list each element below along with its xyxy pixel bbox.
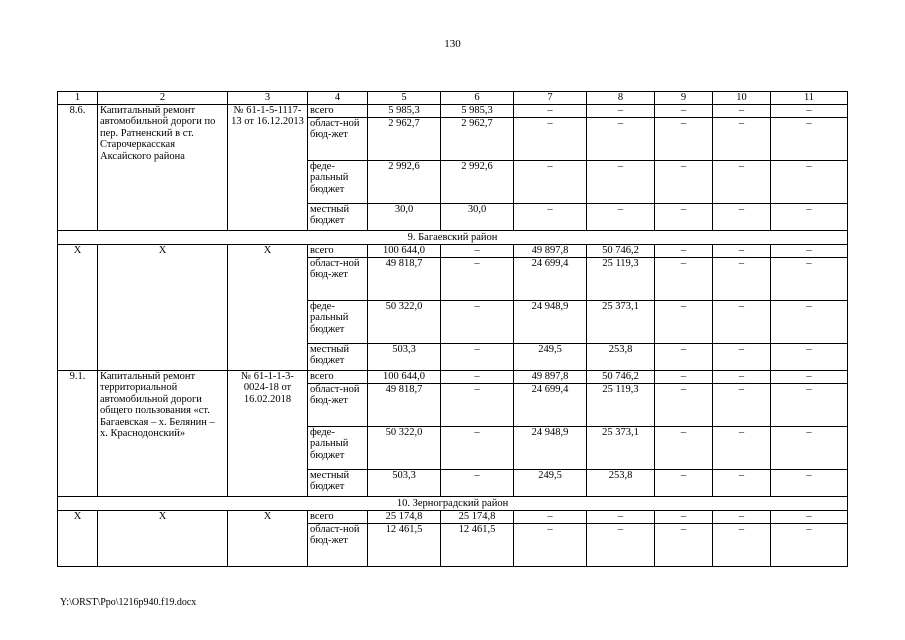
value-cell: –: [514, 510, 587, 523]
value-cell: –: [655, 343, 713, 370]
value-cell: 100 644,0: [368, 244, 441, 257]
table-row: [58, 244, 848, 257]
value-cell: 249,5: [514, 469, 587, 496]
funding-source-label: феде-ральный бюджет: [308, 426, 368, 469]
funding-source-label: всего: [308, 104, 368, 117]
value-cell: –: [514, 523, 587, 566]
value-cell: –: [713, 160, 771, 203]
value-cell: –: [514, 160, 587, 203]
value-cell: –: [771, 343, 848, 370]
item-name: Капитальный ремонт территориальной автомобильной дороги общего пользования «ст. Багаевская – х. Белянин – х. Краснодонский»: [98, 370, 228, 496]
value-cell: 100 644,0: [368, 370, 441, 383]
value-cell: –: [713, 469, 771, 496]
page-number: 130: [444, 38, 461, 50]
funding-source-label: област-ной бюд-жет: [308, 117, 368, 160]
value-cell: 24 699,4: [514, 383, 587, 426]
value-cell: –: [441, 300, 514, 343]
value-cell: 5 985,3: [368, 104, 441, 117]
value-cell: –: [655, 203, 713, 230]
header-row: [58, 92, 848, 105]
item-name: Капитальный ремонт автомобильной дороги по пер. Ратненский в ст. Старочеркасская Аксайского района: [98, 104, 228, 230]
value-cell: –: [655, 469, 713, 496]
value-cell: –: [441, 370, 514, 383]
item-document: Х: [228, 510, 308, 566]
item-number: 9.1.: [58, 370, 98, 496]
value-cell: –: [713, 510, 771, 523]
table-row: [58, 370, 848, 383]
value-cell: –: [713, 257, 771, 300]
value-cell: –: [655, 523, 713, 566]
header-cell: 1: [58, 92, 98, 105]
value-cell: –: [713, 244, 771, 257]
value-cell: –: [771, 426, 848, 469]
value-cell: –: [587, 160, 655, 203]
header-cell: 4: [308, 92, 368, 105]
value-cell: –: [655, 160, 713, 203]
value-cell: –: [655, 426, 713, 469]
value-cell: 12 461,5: [368, 523, 441, 566]
value-cell: –: [771, 104, 848, 117]
value-cell: 25 373,1: [587, 426, 655, 469]
value-cell: –: [713, 426, 771, 469]
value-cell: 24 699,4: [514, 257, 587, 300]
value-cell: –: [771, 469, 848, 496]
value-cell: 49 897,8: [514, 370, 587, 383]
item-number: Х: [58, 510, 98, 566]
value-cell: –: [771, 160, 848, 203]
value-cell: 2 992,6: [441, 160, 514, 203]
value-cell: 503,3: [368, 343, 441, 370]
value-cell: 50 322,0: [368, 300, 441, 343]
value-cell: 49 897,8: [514, 244, 587, 257]
value-cell: –: [771, 523, 848, 566]
value-cell: –: [441, 343, 514, 370]
value-cell: –: [713, 104, 771, 117]
value-cell: –: [771, 244, 848, 257]
value-cell: 2 962,7: [368, 117, 441, 160]
value-cell: 5 985,3: [441, 104, 514, 117]
value-cell: –: [655, 383, 713, 426]
header-cell: 3: [228, 92, 308, 105]
value-cell: –: [655, 244, 713, 257]
header-cell: 5: [368, 92, 441, 105]
value-cell: –: [587, 523, 655, 566]
funding-source-label: всего: [308, 370, 368, 383]
value-cell: –: [655, 300, 713, 343]
value-cell: –: [713, 300, 771, 343]
value-cell: –: [713, 203, 771, 230]
value-cell: –: [441, 257, 514, 300]
value-cell: –: [587, 203, 655, 230]
header-cell: 2: [98, 92, 228, 105]
value-cell: 50 322,0: [368, 426, 441, 469]
item-document: № 61-1-5-1117-13 от 16.12.2013: [228, 104, 308, 230]
header-cell: 8: [587, 92, 655, 105]
value-cell: 25 174,8: [368, 510, 441, 523]
value-cell: –: [771, 257, 848, 300]
value-cell: –: [655, 257, 713, 300]
value-cell: 2 992,6: [368, 160, 441, 203]
value-cell: 2 962,7: [441, 117, 514, 160]
value-cell: 25 174,8: [441, 510, 514, 523]
item-document: № 61-1-1-3-0024-18 от 16.02.2018: [228, 370, 308, 496]
item-name: Х: [98, 510, 228, 566]
value-cell: –: [771, 117, 848, 160]
value-cell: –: [713, 117, 771, 160]
value-cell: 30,0: [368, 203, 441, 230]
item-number: 8.6.: [58, 104, 98, 230]
value-cell: 25 373,1: [587, 300, 655, 343]
funding-source-label: местный бюджет: [308, 469, 368, 496]
section-row: [58, 230, 848, 244]
value-cell: 30,0: [441, 203, 514, 230]
header-cell: 6: [441, 92, 514, 105]
value-cell: 49 818,7: [368, 383, 441, 426]
value-cell: –: [713, 523, 771, 566]
funding-source-label: местный бюджет: [308, 343, 368, 370]
value-cell: 25 119,3: [587, 257, 655, 300]
funding-source-label: местный бюджет: [308, 203, 368, 230]
value-cell: 253,8: [587, 343, 655, 370]
value-cell: 24 948,9: [514, 426, 587, 469]
value-cell: –: [441, 469, 514, 496]
file-path-footer: Y:\ORST\Ppo\1216p940.f19.docx: [60, 597, 197, 608]
table-row: [58, 510, 848, 523]
value-cell: 24 948,9: [514, 300, 587, 343]
value-cell: –: [771, 510, 848, 523]
value-cell: –: [587, 104, 655, 117]
funding-source-label: феде-ральный бюджет: [308, 300, 368, 343]
value-cell: –: [587, 117, 655, 160]
funding-source-label: област-ной бюд-жет: [308, 523, 368, 566]
value-cell: –: [713, 370, 771, 383]
value-cell: –: [771, 203, 848, 230]
value-cell: –: [713, 343, 771, 370]
funding-source-label: област-ной бюд-жет: [308, 257, 368, 300]
value-cell: –: [655, 370, 713, 383]
value-cell: 503,3: [368, 469, 441, 496]
value-cell: –: [441, 426, 514, 469]
value-cell: –: [771, 370, 848, 383]
value-cell: 25 119,3: [587, 383, 655, 426]
value-cell: 49 818,7: [368, 257, 441, 300]
value-cell: –: [514, 104, 587, 117]
funding-source-label: феде-ральный бюджет: [308, 160, 368, 203]
table-row: [58, 104, 848, 117]
value-cell: –: [587, 510, 655, 523]
item-name: Х: [98, 244, 228, 370]
section-title: 10. Зерноградский район: [58, 496, 848, 510]
value-cell: –: [771, 383, 848, 426]
value-cell: –: [514, 117, 587, 160]
value-cell: 50 746,2: [587, 370, 655, 383]
funding-source-label: всего: [308, 510, 368, 523]
funding-source-label: област-ной бюд-жет: [308, 383, 368, 426]
section-row: [58, 496, 848, 510]
item-number: Х: [58, 244, 98, 370]
value-cell: –: [514, 203, 587, 230]
budget-table: [57, 91, 848, 567]
header-cell: 9: [655, 92, 713, 105]
header-cell: 7: [514, 92, 587, 105]
value-cell: –: [441, 383, 514, 426]
value-cell: –: [441, 244, 514, 257]
section-title: 9. Багаевский район: [58, 230, 848, 244]
value-cell: –: [655, 104, 713, 117]
header-cell: 11: [771, 92, 848, 105]
value-cell: –: [655, 117, 713, 160]
value-cell: 50 746,2: [587, 244, 655, 257]
value-cell: –: [655, 510, 713, 523]
item-document: Х: [228, 244, 308, 370]
value-cell: 249,5: [514, 343, 587, 370]
header-cell: 10: [713, 92, 771, 105]
value-cell: –: [713, 383, 771, 426]
value-cell: 12 461,5: [441, 523, 514, 566]
value-cell: 253,8: [587, 469, 655, 496]
funding-source-label: всего: [308, 244, 368, 257]
value-cell: –: [771, 300, 848, 343]
